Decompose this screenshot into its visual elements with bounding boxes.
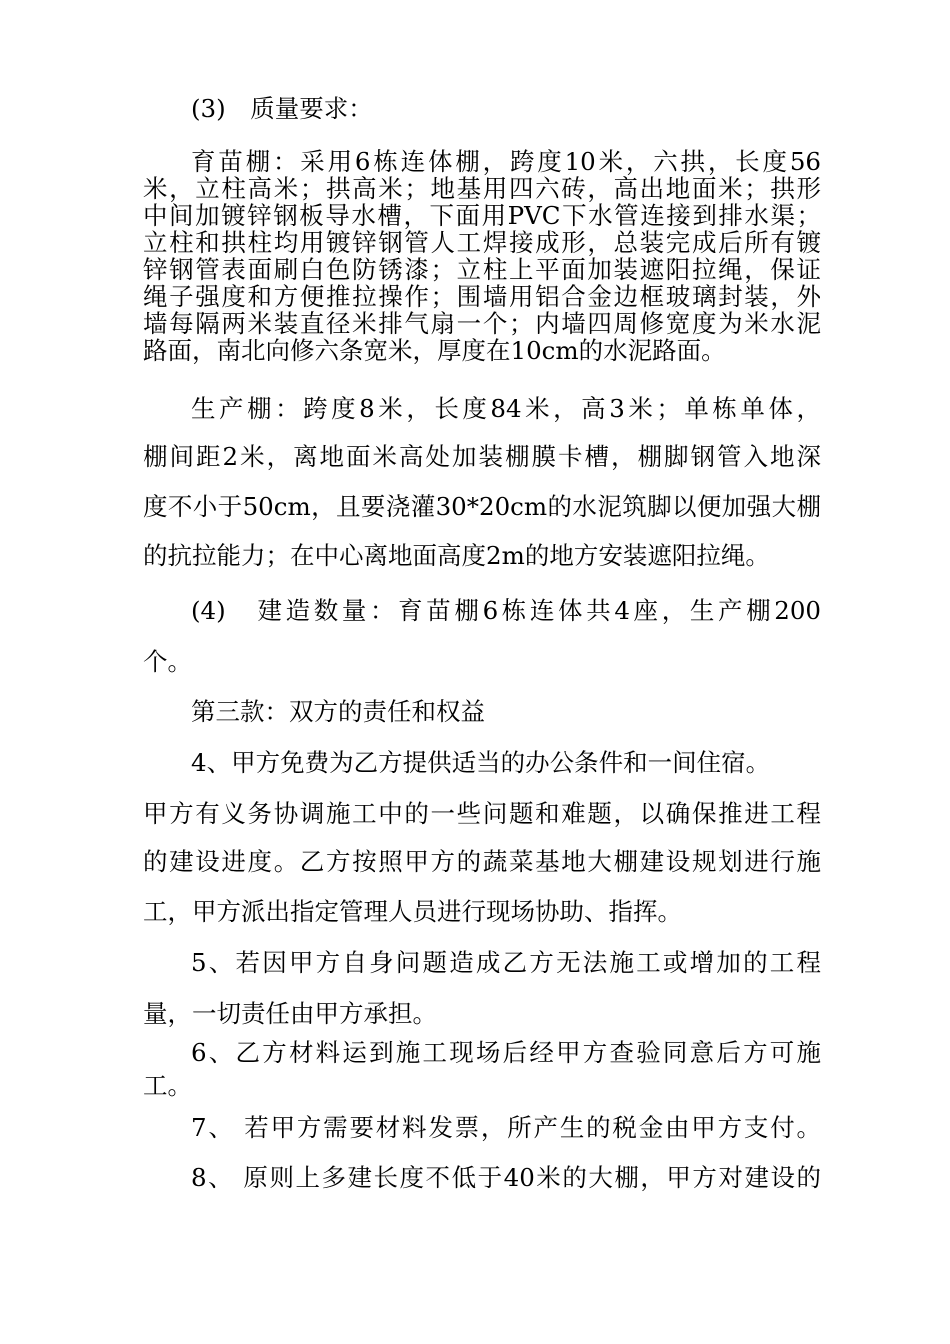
clause-4-line-3: 的建设进度。乙方按照甲方的蔬菜基地大棚建设规划进行施 xyxy=(143,847,821,876)
seedling-line-4: 立柱和拱柱均用镀锌钢管人工焊接成形，总装完成后所有镀 xyxy=(143,228,821,257)
production-line-3: 度不小于50cm，且要浇灌30*20cm的水泥筑脚以便加强大棚 xyxy=(143,492,821,521)
clause-7: 7、 若甲方需要材料发票，所产生的税金由甲方支付。 xyxy=(191,1113,821,1142)
clause-4-line-1: 4、甲方免费为乙方提供适当的办公条件和一间住宿。 xyxy=(191,748,771,777)
clause-6-line-2: 工。 xyxy=(143,1071,192,1100)
clause-5-line-2: 量，一切责任由甲方承担。 xyxy=(143,999,437,1028)
clause-4-line-2: 甲方有义务协调施工中的一些问题和难题，以确保推进工程 xyxy=(143,799,821,828)
production-line-4: 的抗拉能力；在中心离地面高度2m的地方安装遮阳拉绳。 xyxy=(143,541,770,570)
clause-8: 8、 原则上多建长度不低于40米的大棚，甲方对建设的 xyxy=(191,1163,821,1192)
clause-5-line-1: 5、若因甲方自身问题造成乙方无法施工或增加的工程 xyxy=(191,948,821,977)
seedling-line-2: 米，立柱高米；拱高米；地基用四六砖，高出地面米；拱形 xyxy=(143,174,821,203)
item-4-line-2: 个。 xyxy=(143,647,192,676)
production-line-1: 生产棚：跨度8米，长度84米，高3米；单栋单体， xyxy=(191,394,821,423)
seedling-line-6: 绳子强度和方便推拉操作；围墙用铝合金边框玻璃封装，外 xyxy=(143,282,821,311)
item-3-heading: (3) 质量要求： xyxy=(191,94,373,123)
section-3-heading: 第三款：双方的责任和权益 xyxy=(191,697,485,726)
seedling-line-1: 育苗棚：采用6栋连体棚，跨度10米，六拱，长度56 xyxy=(191,147,821,176)
item-4-line-1: (4) 建造数量：育苗棚6栋连体共4座，生产棚200 xyxy=(191,596,822,625)
clause-6-line-1: 6、乙方材料运到施工现场后经甲方查验同意后方可施 xyxy=(191,1038,821,1067)
seedling-line-5: 锌钢管表面刷白色防锈漆；立柱上平面加装遮阳拉绳，保证 xyxy=(143,255,821,284)
seedling-line-3: 中间加镀锌钢板导水槽，下面用PVC下水管连接到排水渠； xyxy=(143,201,821,230)
seedling-line-8: 路面，南北向修六条宽米，厚度在10cm的水泥路面。 xyxy=(143,336,726,365)
seedling-line-7: 墙每隔两米装直径米排气扇一个；内墙四周修宽度为米水泥 xyxy=(143,309,821,338)
clause-4-line-4: 工，甲方派出指定管理人员进行现场协助、指挥。 xyxy=(143,897,682,926)
production-line-2: 棚间距2米，离地面米高处加装棚膜卡槽，棚脚钢管入地深 xyxy=(143,442,821,471)
